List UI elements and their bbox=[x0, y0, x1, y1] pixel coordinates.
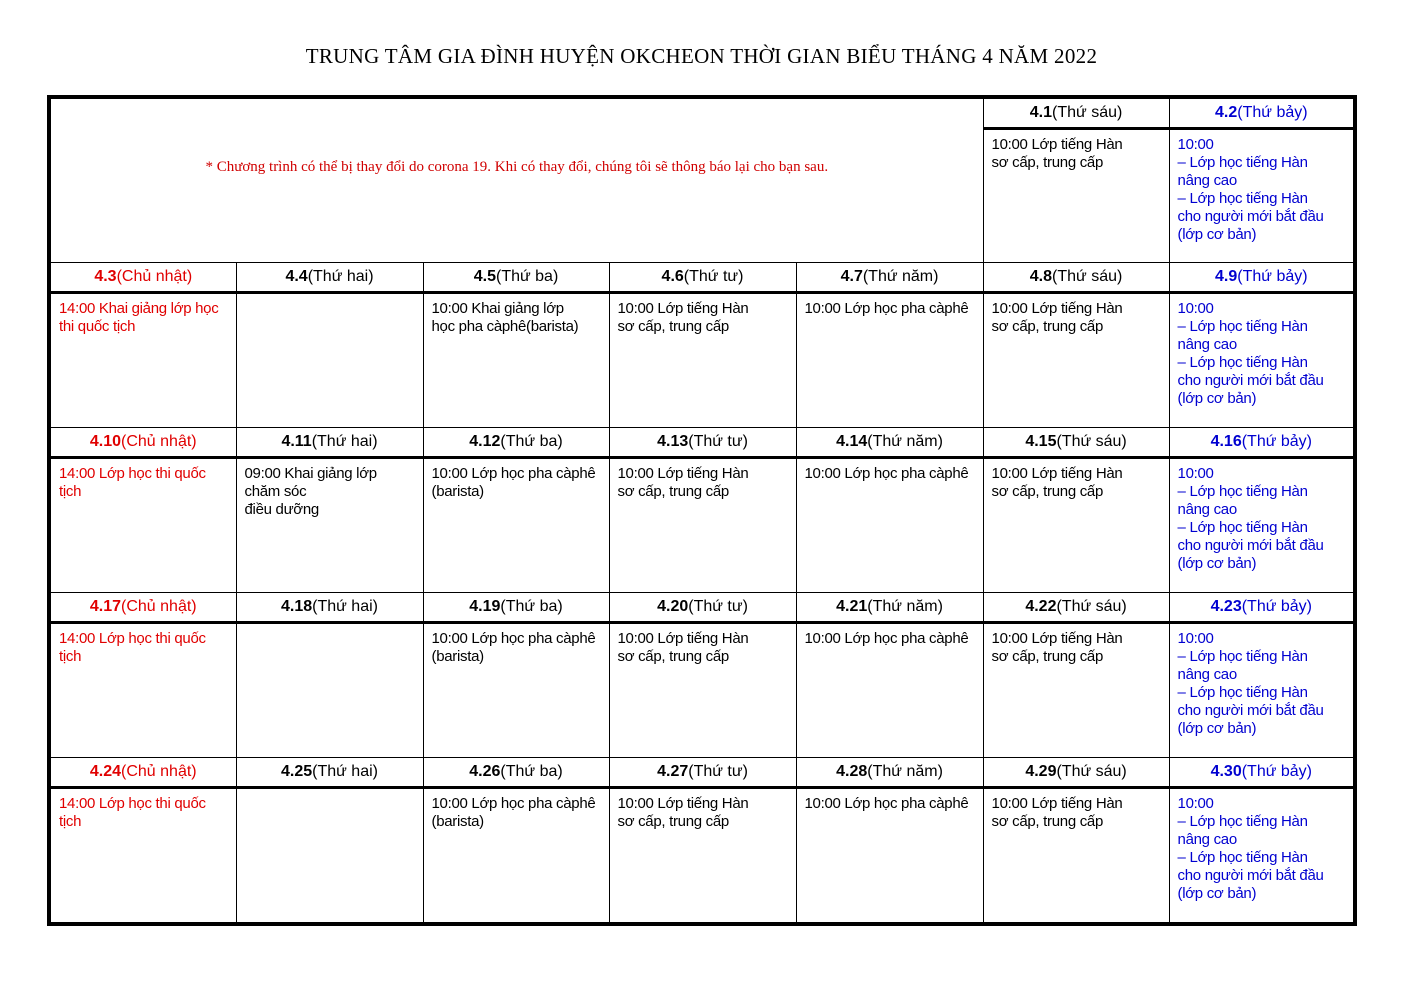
weekday-label: (Thứ năm) bbox=[867, 763, 943, 780]
day-cell-fri bbox=[983, 458, 1169, 593]
event-text bbox=[237, 789, 423, 795]
weekday-label: (Thứ tư) bbox=[688, 433, 748, 450]
event-text: 10:00 – Lớp học tiếng Hàn nâng cao – Lớp học tiếng Hàn cho người mới bắt đầu (lớp cơ bản) bbox=[1177, 795, 1324, 902]
date-number: 4.4 bbox=[285, 268, 308, 285]
day-header-thu bbox=[796, 428, 983, 458]
day-cell-mon bbox=[236, 458, 423, 593]
event-text: 10:00 Lớp tiếng Hàn sơ cấp, trung cấp bbox=[617, 465, 749, 500]
date-number: 4.19 bbox=[469, 598, 501, 615]
weekday-label: (Thứ sáu) bbox=[1056, 433, 1127, 450]
week-2-body-row bbox=[49, 293, 1355, 428]
date-number: 4.1 bbox=[1029, 104, 1053, 121]
weekday-label: (Thứ năm) bbox=[867, 433, 943, 450]
week-5-body-row bbox=[49, 788, 1355, 925]
day-cell-sun bbox=[49, 623, 236, 758]
day-header-sun bbox=[49, 593, 236, 623]
weekday-label: (Thứ bảy) bbox=[1241, 433, 1312, 450]
day-cell-wed bbox=[609, 788, 796, 925]
event-text: 10:00 Lớp học pha càphê bbox=[804, 630, 969, 647]
event-text: 10:00 – Lớp học tiếng Hàn nâng cao – Lớp học tiếng Hàn cho người mới bắt đầu (lớp cơ bản) bbox=[1177, 136, 1324, 243]
event-text: 09:00 Khai giảng lớp chăm sóc điều dưỡng bbox=[244, 465, 377, 518]
weekday-label: (Chủ nhật) bbox=[121, 433, 197, 450]
week-3-body-row bbox=[49, 458, 1355, 593]
day-cell-mon bbox=[236, 788, 423, 925]
day-cell-sun bbox=[49, 293, 236, 428]
weekday-label: (Thứ sáu) bbox=[1052, 104, 1123, 121]
day-header-wed bbox=[609, 758, 796, 788]
day-header-wed bbox=[609, 593, 796, 623]
week-4-body-row bbox=[49, 623, 1355, 758]
day-cell-tue bbox=[423, 458, 609, 593]
day-header-fri bbox=[983, 97, 1169, 129]
weekday-label: (Thứ năm) bbox=[862, 268, 939, 285]
weekday-label: (Chủ nhật) bbox=[121, 763, 197, 780]
day-cell-tue bbox=[423, 293, 609, 428]
weekday-label: (Thứ tư) bbox=[688, 763, 748, 780]
date-number: 4.20 bbox=[657, 598, 689, 615]
week-2-header-row bbox=[49, 263, 1355, 293]
weekday-label: (Chủ nhật) bbox=[116, 268, 193, 285]
day-header-sun bbox=[49, 263, 236, 293]
event-text: 10:00 Lớp học pha càphê (barista) bbox=[431, 465, 596, 500]
event-text: 14:00 Khai giảng lớp học thi quốc tịch bbox=[59, 300, 219, 335]
date-number: 4.8 bbox=[1029, 268, 1053, 285]
weekday-label: (Thứ tư) bbox=[683, 268, 744, 285]
weekday-label: (Thứ sáu) bbox=[1052, 268, 1123, 285]
date-number: 4.23 bbox=[1210, 598, 1242, 615]
date-number: 4.7 bbox=[840, 268, 863, 285]
date-number: 4.21 bbox=[836, 598, 868, 615]
day-cell-fri bbox=[983, 129, 1169, 263]
event-text: 10:00 Lớp học pha càphê bbox=[804, 300, 969, 317]
day-header-tue bbox=[423, 263, 609, 293]
day-cell-wed bbox=[609, 623, 796, 758]
date-number: 4.25 bbox=[281, 763, 313, 780]
day-cell-sat bbox=[1169, 293, 1355, 428]
day-header-thu bbox=[796, 263, 983, 293]
day-cell-sat bbox=[1169, 129, 1355, 263]
event-text bbox=[237, 294, 423, 300]
event-text: 10:00 Lớp học pha càphê (barista) bbox=[431, 630, 596, 665]
day-cell-thu bbox=[796, 623, 983, 758]
day-cell-tue bbox=[423, 623, 609, 758]
day-header-thu bbox=[796, 758, 983, 788]
day-cell-sun bbox=[49, 788, 236, 925]
date-number: 4.14 bbox=[836, 433, 868, 450]
day-header-wed bbox=[609, 428, 796, 458]
weekday-label: (Thứ bảy) bbox=[1237, 104, 1308, 121]
date-number: 4.2 bbox=[1215, 104, 1238, 121]
day-header-tue bbox=[423, 428, 609, 458]
date-number: 4.11 bbox=[281, 433, 312, 450]
date-number: 4.16 bbox=[1210, 433, 1242, 450]
weekday-label: (Thứ bảy) bbox=[1237, 268, 1308, 285]
day-cell-sat bbox=[1169, 788, 1355, 925]
weekday-label: (Thứ hai) bbox=[312, 763, 378, 780]
event-text: 10:00 – Lớp học tiếng Hàn nâng cao – Lớp học tiếng Hàn cho người mới bắt đầu (lớp cơ bản) bbox=[1177, 300, 1324, 407]
day-header-mon bbox=[236, 758, 423, 788]
date-number: 4.12 bbox=[469, 433, 501, 450]
event-text: 10:00 Lớp tiếng Hàn sơ cấp, trung cấp bbox=[617, 795, 749, 830]
day-header-fri bbox=[983, 593, 1169, 623]
event-text: 10:00 Lớp tiếng Hàn sơ cấp, trung cấp bbox=[991, 795, 1123, 830]
event-text: 10:00 Lớp tiếng Hàn sơ cấp, trung cấp bbox=[991, 300, 1123, 335]
date-number: 4.24 bbox=[89, 763, 122, 780]
day-header-thu bbox=[796, 593, 983, 623]
day-header-tue bbox=[423, 593, 609, 623]
weekday-label: (Thứ bảy) bbox=[1241, 598, 1312, 615]
date-number: 4.15 bbox=[1025, 433, 1057, 450]
weekday-label: (Thứ ba) bbox=[500, 763, 563, 780]
day-cell-mon bbox=[236, 623, 423, 758]
date-number: 4.26 bbox=[469, 763, 501, 780]
day-header-fri bbox=[983, 428, 1169, 458]
day-cell-thu bbox=[796, 788, 983, 925]
day-cell-fri bbox=[983, 293, 1169, 428]
day-cell-wed bbox=[609, 293, 796, 428]
date-number: 4.22 bbox=[1025, 598, 1057, 615]
event-text: 10:00 Lớp học pha càphê bbox=[804, 795, 969, 812]
day-cell-thu bbox=[796, 293, 983, 428]
event-text: 10:00 Lớp tiếng Hàn sơ cấp, trung cấp bbox=[617, 630, 749, 665]
day-cell-sun bbox=[49, 458, 236, 593]
date-number: 4.9 bbox=[1215, 268, 1238, 285]
date-number: 4.3 bbox=[94, 268, 117, 285]
date-number: 4.30 bbox=[1210, 763, 1242, 780]
week-1-header-row bbox=[49, 97, 1355, 129]
weekday-label: (Thứ sáu) bbox=[1056, 763, 1127, 780]
date-number: 4.13 bbox=[657, 433, 689, 450]
date-number: 4.10 bbox=[89, 433, 122, 450]
corona-notice: * Chương trình có thể bị thay đổi do corona 19. Khi có thay đổi, chúng tôi sẽ thông báo lại cho bạn sau. bbox=[49, 97, 983, 263]
event-text: 14:00 Lớp học thi quốc tịch bbox=[59, 795, 206, 830]
weekday-label: (Thứ sáu) bbox=[1056, 598, 1127, 615]
date-number: 4.18 bbox=[281, 598, 313, 615]
weekday-label: (Thứ hai) bbox=[312, 598, 378, 615]
weekday-label: (Thứ hai) bbox=[307, 268, 374, 285]
day-header-mon bbox=[236, 263, 423, 293]
day-header-sat bbox=[1169, 428, 1355, 458]
event-text: 10:00 Lớp học pha càphê (barista) bbox=[431, 795, 596, 830]
day-header-mon bbox=[236, 428, 423, 458]
event-text: 14:00 Lớp học thi quốc tịch bbox=[59, 465, 206, 500]
date-number: 4.28 bbox=[836, 763, 868, 780]
weekday-label: (Thứ ba) bbox=[500, 433, 563, 450]
day-header-sat bbox=[1169, 758, 1355, 788]
day-cell-tue bbox=[423, 788, 609, 925]
day-header-wed bbox=[609, 263, 796, 293]
day-header-fri bbox=[983, 758, 1169, 788]
day-header-sun bbox=[49, 428, 236, 458]
day-cell-wed bbox=[609, 458, 796, 593]
date-number: 4.5 bbox=[473, 268, 496, 285]
date-number: 4.6 bbox=[661, 268, 684, 285]
event-text: 10:00 Lớp học pha càphê bbox=[804, 465, 969, 482]
weekday-label: (Thứ ba) bbox=[495, 268, 559, 285]
date-number: 4.29 bbox=[1025, 763, 1057, 780]
weekday-label: (Thứ ba) bbox=[500, 598, 563, 615]
page-title: TRUNG TÂM GIA ĐÌNH HUYỆN OKCHEON THỜI GIAN BIỂU THÁNG 4 NĂM 2022 bbox=[305, 44, 1098, 68]
day-cell-mon bbox=[236, 293, 423, 428]
day-cell-sat bbox=[1169, 458, 1355, 593]
day-cell-fri bbox=[983, 623, 1169, 758]
weekday-label: (Thứ hai) bbox=[311, 433, 378, 450]
event-text: 10:00 – Lớp học tiếng Hàn nâng cao – Lớp học tiếng Hàn cho người mới bắt đầu (lớp cơ bản) bbox=[1177, 630, 1324, 737]
day-header-sun bbox=[49, 758, 236, 788]
event-text bbox=[237, 624, 423, 630]
week-4-header-row bbox=[49, 593, 1355, 623]
day-cell-fri bbox=[983, 788, 1169, 925]
day-cell-sat bbox=[1169, 623, 1355, 758]
day-header-fri bbox=[983, 263, 1169, 293]
day-header-tue bbox=[423, 758, 609, 788]
day-header-sat bbox=[1169, 593, 1355, 623]
day-header-sat bbox=[1169, 263, 1355, 293]
event-text: 14:00 Lớp học thi quốc tịch bbox=[59, 630, 206, 665]
event-text: 10:00 Lớp tiếng Hàn sơ cấp, trung cấp bbox=[991, 630, 1123, 665]
day-header-sat bbox=[1169, 97, 1355, 129]
day-cell-thu bbox=[796, 458, 983, 593]
event-text: 10:00 Lớp tiếng Hàn sơ cấp, trung cấp bbox=[991, 136, 1123, 171]
weekday-label: (Thứ năm) bbox=[867, 598, 943, 615]
week-3-header-row bbox=[49, 428, 1355, 458]
schedule-table bbox=[47, 95, 1357, 926]
date-number: 4.27 bbox=[657, 763, 689, 780]
event-text: 10:00 – Lớp học tiếng Hàn nâng cao – Lớp học tiếng Hàn cho người mới bắt đầu (lớp cơ bản) bbox=[1177, 465, 1324, 572]
weekday-label: (Thứ bảy) bbox=[1241, 763, 1312, 780]
event-text: 10:00 Khai giảng lớp học pha càphê(barista) bbox=[431, 300, 579, 335]
date-number: 4.17 bbox=[89, 598, 122, 615]
day-header-mon bbox=[236, 593, 423, 623]
weekday-label: (Chủ nhật) bbox=[121, 598, 197, 615]
weekday-label: (Thứ tư) bbox=[688, 598, 748, 615]
week-5-header-row bbox=[49, 758, 1355, 788]
event-text: 10:00 Lớp tiếng Hàn sơ cấp, trung cấp bbox=[991, 465, 1123, 500]
event-text: 10:00 Lớp tiếng Hàn sơ cấp, trung cấp bbox=[617, 300, 749, 335]
